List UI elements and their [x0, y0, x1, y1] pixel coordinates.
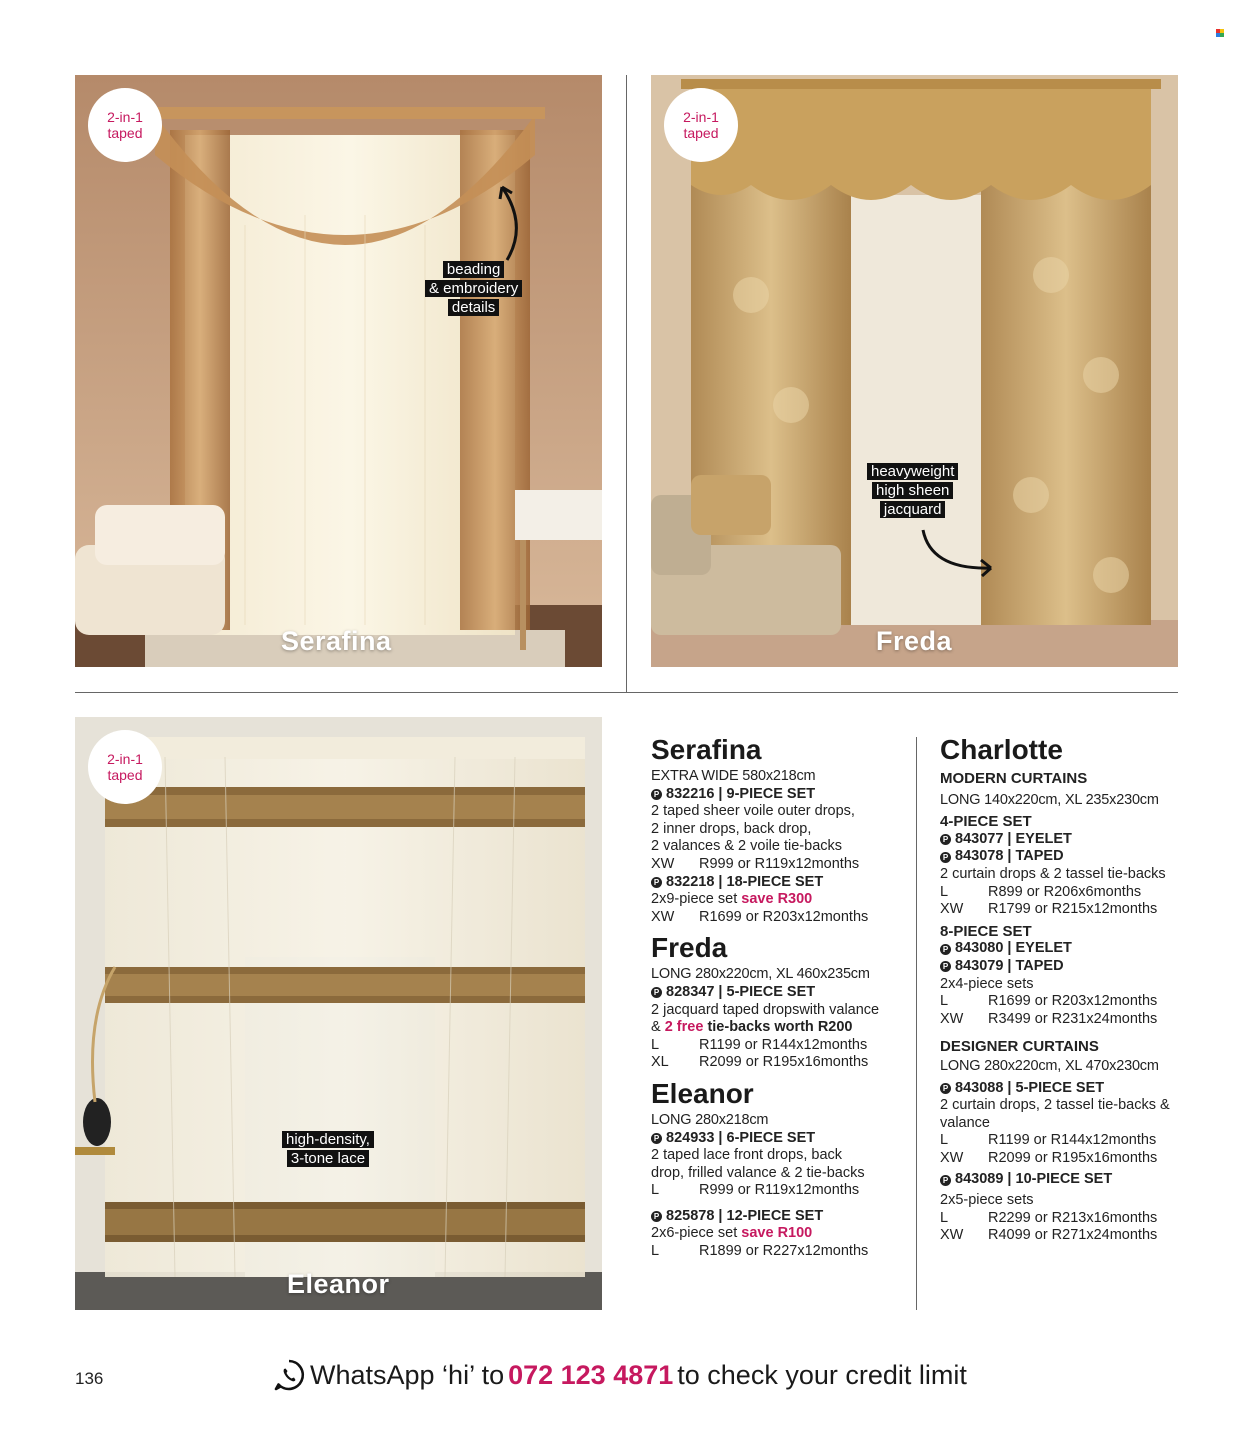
eleanor-photo: [75, 717, 602, 1310]
size-label: XW: [940, 1149, 964, 1166]
freda-price-l: [651, 1037, 901, 1055]
designer-10-price-l: [940, 1210, 1180, 1228]
code-text: 824933 | 6-PIECE SET: [666, 1129, 816, 1146]
eight-piece-code-taped: [940, 958, 1180, 976]
badge-line-1: 2-in-1: [107, 109, 143, 125]
eleanor-photo-title: Eleanor: [287, 1269, 390, 1299]
horizontal-divider: [75, 692, 1178, 693]
callout-line-3: jacquard: [880, 501, 946, 518]
free-prefix: &: [651, 1019, 661, 1036]
callout-line-1: high-density,: [282, 1131, 374, 1148]
freda-free-offer: [651, 1019, 901, 1037]
whatsapp-footer: [272, 1358, 967, 1392]
code-text: 843078 | TAPED: [955, 848, 1064, 865]
credit-circle-icon: P: [940, 1083, 951, 1094]
price-text: R1899 or R227x12months: [699, 1243, 869, 1260]
credit-circle-icon: P: [651, 1211, 662, 1222]
freda-dims: LONG 280x220cm, XL 460x235cm: [651, 966, 870, 983]
eleanor-title: Eleanor: [651, 1077, 754, 1109]
serafina-set2-code: [651, 874, 901, 892]
middle-product-column: [651, 734, 901, 1261]
callout-line-1: beading: [443, 261, 504, 278]
whatsapp-icon: [272, 1358, 306, 1392]
four-piece-code-eyelet: [940, 831, 1180, 849]
eight-piece-desc: 2x4-piece sets: [940, 975, 1034, 992]
save-badge: save R100: [741, 1225, 813, 1242]
freda-set1-desc: 2 jacquard taped dropswith valance: [651, 1001, 880, 1018]
size-label: L: [940, 1209, 949, 1226]
size-label: L: [651, 1036, 660, 1053]
size-label: XW: [651, 908, 675, 925]
color-registration-mark: [1216, 29, 1224, 37]
eight-piece-price-l: [940, 993, 1180, 1011]
four-piece-code-taped: [940, 848, 1180, 866]
serafina-set2-desc: [651, 891, 901, 909]
page-number: 136: [75, 1369, 104, 1388]
designer-5-price-xw: [940, 1150, 1180, 1168]
designer-5-desc-2: valance: [940, 1114, 990, 1131]
designer-curtains-heading: DESIGNER CURTAINS: [940, 1038, 1099, 1056]
footer-phone[interactable]: 072 123 4871: [508, 1359, 674, 1390]
eleanor-set1-desc-1: 2 taped lace front drops, back: [651, 1147, 843, 1164]
modern-dims: LONG 140x220cm, XL 235x230cm: [940, 791, 1159, 808]
freda-callout: [867, 463, 958, 518]
size-label: L: [940, 1132, 949, 1149]
two-in-one-taped-badge: [664, 88, 738, 162]
serafina-set1-desc-2: 2 inner drops, back drop,: [651, 820, 812, 837]
designer-5-desc-1: 2 curtain drops, 2 tassel tie-backs &: [940, 1097, 1170, 1114]
serafina-photo-title: Serafina: [281, 626, 392, 656]
eight-piece-heading: 8-PIECE SET: [940, 922, 1032, 940]
credit-circle-icon: P: [940, 852, 951, 863]
freda-photo: [651, 75, 1178, 667]
designer-10-price-xw: [940, 1227, 1180, 1245]
column-divider: [916, 737, 917, 1310]
price-text: R1799 or R215x12months: [988, 901, 1158, 918]
serafina-photo: [75, 75, 602, 667]
freda-title: Freda: [651, 932, 728, 964]
credit-circle-icon: P: [651, 987, 662, 998]
footer-prefix: WhatsApp ‘hi’ to: [310, 1359, 505, 1390]
size-label: L: [940, 883, 949, 900]
credit-circle-icon: P: [651, 877, 662, 888]
footer-suffix: to check your credit limit: [677, 1359, 967, 1390]
callout-line-2: & embroidery: [425, 280, 522, 297]
designer-dims: LONG 280x220cm, XL 470x230cm: [940, 1057, 1159, 1074]
four-piece-heading: 4-PIECE SET: [940, 813, 1032, 831]
freda-price-xl: [651, 1054, 901, 1072]
designer-10-code: [940, 1171, 1180, 1189]
size-label: XL: [651, 1054, 669, 1071]
designer-10-desc: 2x5-piece sets: [940, 1192, 1034, 1209]
credit-circle-icon: P: [651, 1133, 662, 1144]
badge-line-2: taped: [107, 767, 143, 783]
two-in-one-taped-badge: [88, 730, 162, 804]
freda-set1-code: [651, 984, 901, 1002]
badge-line-1: 2-in-1: [107, 751, 143, 767]
four-piece-desc: 2 curtain drops & 2 tassel tie-backs: [940, 865, 1166, 882]
vertical-divider: [626, 75, 627, 693]
code-text: 843080 | EYELET: [955, 940, 1072, 957]
serafina-set2-price: [651, 909, 901, 927]
credit-circle-icon: P: [651, 789, 662, 800]
size-label: XW: [651, 855, 675, 872]
badge-line-2: taped: [107, 125, 143, 141]
badge-line-2: taped: [683, 125, 719, 141]
designer-5-code: [940, 1080, 1180, 1098]
price-text: R2299 or R213x16months: [988, 1209, 1158, 1226]
code-text: 825878 | 12-PIECE SET: [666, 1207, 824, 1224]
code-text: 832216 | 9-PIECE SET: [666, 785, 816, 802]
save-badge: save R300: [741, 891, 813, 908]
price-text: R3499 or R231x24months: [988, 1010, 1158, 1027]
credit-circle-icon: P: [940, 961, 951, 972]
four-piece-price-xw: [940, 901, 1180, 919]
code-text: 832218 | 18-PIECE SET: [666, 873, 824, 890]
eleanor-set1-price: [651, 1182, 901, 1200]
callout-line-3: details: [448, 299, 499, 316]
four-piece-price-l: [940, 884, 1180, 902]
price-text: R999 or R119x12months: [699, 1182, 860, 1199]
eight-piece-code-eyelet: [940, 940, 1180, 958]
credit-circle-icon: P: [940, 1175, 951, 1186]
code-text: 843088 | 5-PIECE SET: [955, 1079, 1105, 1096]
price-text: R1699 or R203x12months: [988, 993, 1158, 1010]
eleanor-set1-desc-2: drop, frilled valance & 2 tie-backs: [651, 1164, 865, 1181]
modern-curtains-heading: MODERN CURTAINS: [940, 770, 1088, 787]
size-label: L: [651, 1243, 660, 1260]
free-suffix: tie-backs worth R200: [707, 1019, 853, 1036]
serafina-set1-code: [651, 786, 901, 804]
desc-text: 2x6-piece set: [651, 1225, 738, 1242]
charlotte-product-column: [940, 734, 1180, 1245]
badge-line-1: 2-in-1: [683, 109, 719, 125]
price-text: R1199 or R144x12months: [699, 1036, 868, 1053]
freda-photo-title: Freda: [876, 626, 953, 656]
size-label: L: [940, 993, 949, 1010]
eight-piece-price-xw: [940, 1011, 1180, 1029]
size-label: XW: [940, 1010, 964, 1027]
callout-line-2: 3-tone lace: [287, 1150, 369, 1167]
size-label: XW: [940, 1227, 964, 1244]
size-label: L: [651, 1182, 660, 1199]
free-badge: 2 free: [664, 1019, 704, 1036]
charlotte-title: Charlotte: [940, 734, 1063, 765]
eleanor-set2-price: [651, 1243, 901, 1261]
eleanor-set1-code: [651, 1130, 901, 1148]
price-text: R2099 or R195x16months: [699, 1054, 869, 1071]
serafina-title: Serafina: [651, 734, 762, 765]
eleanor-set2-desc: [651, 1225, 901, 1243]
price-text: R1199 or R144x12months: [988, 1132, 1157, 1149]
code-text: 843079 | TAPED: [955, 957, 1064, 974]
code-text: 828347 | 5-PIECE SET: [666, 983, 816, 1000]
serafina-callout: [425, 261, 522, 316]
credit-circle-icon: P: [940, 834, 951, 845]
price-text: R899 or R206x6months: [988, 883, 1142, 900]
credit-circle-icon: P: [940, 944, 951, 955]
two-in-one-taped-badge: [88, 88, 162, 162]
eleanor-set2-code: [651, 1208, 901, 1226]
callout-line-1: heavyweight: [867, 463, 958, 480]
eleanor-callout: [282, 1131, 374, 1167]
serafina-set1-price: [651, 856, 901, 874]
price-text: R4099 or R271x24months: [988, 1227, 1158, 1244]
code-text: 843089 | 10-PIECE SET: [955, 1171, 1113, 1188]
callout-line-2: high sheen: [872, 482, 953, 499]
price-text: R2099 or R195x16months: [988, 1149, 1158, 1166]
serafina-set1-desc-3: 2 valances & 2 voile tie-backs: [651, 838, 843, 855]
price-text: R999 or R119x12months: [699, 855, 860, 872]
eleanor-dims: LONG 280x218cm: [651, 1111, 769, 1128]
serafina-dims: EXTRA WIDE 580x218cm: [651, 768, 816, 784]
desc-text: 2x9-piece set: [651, 891, 738, 908]
code-text: 843077 | EYELET: [955, 830, 1072, 847]
serafina-set1-desc-1: 2 taped sheer voile outer drops,: [651, 803, 855, 820]
size-label: XW: [940, 901, 964, 918]
price-text: R1699 or R203x12months: [699, 908, 869, 925]
designer-5-price-l: [940, 1132, 1180, 1150]
